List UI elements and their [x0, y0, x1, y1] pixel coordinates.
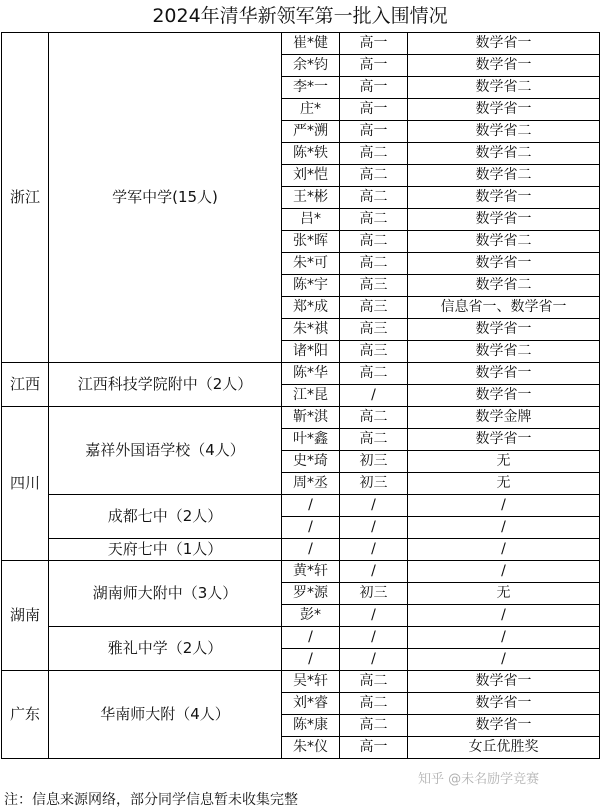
student-grade-cell: 高三 — [340, 275, 408, 297]
student-award-cell: 无 — [408, 451, 600, 473]
table-row — [2, 407, 600, 429]
student-award-cell: 数学省一 — [408, 385, 600, 407]
student-grade-cell: 高二 — [340, 693, 408, 715]
student-grade-cell: 高二 — [340, 187, 408, 209]
student-grade-cell: 高三 — [340, 297, 408, 319]
student-award-cell: 数学省一 — [408, 253, 600, 275]
province-cell: 浙江 — [2, 33, 49, 363]
page-title: 2024年清华新领军第一批入围情况 — [152, 5, 448, 27]
school-cell: 江西科技学院附中（2人） — [49, 363, 282, 407]
school-cell: 天府七中（1人） — [49, 539, 282, 561]
student-award-cell: / — [408, 649, 600, 671]
school-cell: 成都七中（2人） — [49, 495, 282, 539]
student-award-cell: 数学省一 — [408, 319, 600, 341]
student-award-cell: 数学省二 — [408, 231, 600, 253]
student-award-cell: 数学省一 — [408, 33, 600, 55]
student-award-cell: / — [408, 495, 600, 517]
school-cell: 嘉祥外国语学校（4人） — [49, 407, 282, 495]
student-grade-cell: / — [340, 605, 408, 627]
footnote: 注：信息来源网络，部分同学信息暂未收集完整 — [4, 792, 298, 808]
watermark: 知乎 @未名励学竞赛 — [418, 772, 540, 787]
student-award-cell: / — [408, 605, 600, 627]
student-grade-cell: 高三 — [340, 319, 408, 341]
student-grade-cell: 初三 — [340, 473, 408, 495]
student-name-cell: 余*钧 — [282, 55, 340, 77]
table-row — [2, 33, 600, 55]
admission-table — [1, 32, 600, 759]
student-name-cell: 靳*淇 — [282, 407, 340, 429]
student-award-cell: 无 — [408, 473, 600, 495]
student-name-cell: / — [282, 627, 340, 649]
student-grade-cell: 高二 — [340, 231, 408, 253]
student-grade-cell: 高一 — [340, 55, 408, 77]
student-award-cell: 数学省二 — [408, 341, 600, 363]
student-grade-cell: 高二 — [340, 253, 408, 275]
student-award-cell: 数学省一 — [408, 99, 600, 121]
table-row — [2, 671, 600, 693]
province-cell: 广东 — [2, 671, 49, 759]
school-cell: 雅礼中学（2人） — [49, 627, 282, 671]
student-award-cell: 数学省一 — [408, 671, 600, 693]
student-name-cell: 朱*仪 — [282, 737, 340, 759]
table-row — [2, 561, 600, 583]
student-grade-cell: 高二 — [340, 209, 408, 231]
student-grade-cell: 高一 — [340, 33, 408, 55]
student-award-cell: 数学省一 — [408, 55, 600, 77]
student-name-cell: 黄*轩 — [282, 561, 340, 583]
student-name-cell: / — [282, 649, 340, 671]
student-grade-cell: 初三 — [340, 451, 408, 473]
student-name-cell: 诸*阳 — [282, 341, 340, 363]
student-grade-cell: / — [340, 561, 408, 583]
student-award-cell: 数学省一 — [408, 693, 600, 715]
student-award-cell: 数学省二 — [408, 143, 600, 165]
student-grade-cell: 高二 — [340, 715, 408, 737]
student-award-cell: 信息省一、数学省一 — [408, 297, 600, 319]
province-cell: 江西 — [2, 363, 49, 407]
student-name-cell: 陈*康 — [282, 715, 340, 737]
student-award-cell: 无 — [408, 583, 600, 605]
student-award-cell: 数学省一 — [408, 209, 600, 231]
student-grade-cell: / — [340, 649, 408, 671]
student-award-cell: 数学省一 — [408, 429, 600, 451]
student-name-cell: / — [282, 517, 340, 539]
table-row — [2, 627, 600, 649]
student-name-cell: 郑*成 — [282, 297, 340, 319]
student-name-cell: 吴*轩 — [282, 671, 340, 693]
student-name-cell: 刘*睿 — [282, 693, 340, 715]
school-cell: 华南师大附（4人） — [49, 671, 282, 759]
student-award-cell: 数学省一 — [408, 363, 600, 385]
student-name-cell: 朱*祺 — [282, 319, 340, 341]
student-award-cell: 数学省二 — [408, 275, 600, 297]
student-grade-cell: 高一 — [340, 737, 408, 759]
table-body — [2, 33, 600, 759]
student-award-cell: 数学省二 — [408, 165, 600, 187]
student-award-cell: 数学省一 — [408, 715, 600, 737]
student-name-cell: 彭* — [282, 605, 340, 627]
student-name-cell: 史*琦 — [282, 451, 340, 473]
student-award-cell: 数学省二 — [408, 121, 600, 143]
student-grade-cell: 高二 — [340, 407, 408, 429]
student-name-cell: 严*溯 — [282, 121, 340, 143]
student-award-cell: / — [408, 627, 600, 649]
student-name-cell: 王*彬 — [282, 187, 340, 209]
student-grade-cell: / — [340, 517, 408, 539]
student-grade-cell: 高二 — [340, 671, 408, 693]
student-grade-cell: 高二 — [340, 363, 408, 385]
school-cell: 湖南师大附中（3人） — [49, 561, 282, 627]
province-cell: 四川 — [2, 407, 49, 561]
student-award-cell: 数学省一 — [408, 187, 600, 209]
student-name-cell: 罗*源 — [282, 583, 340, 605]
student-name-cell: 李*一 — [282, 77, 340, 99]
student-grade-cell: / — [340, 539, 408, 561]
table-row — [2, 495, 600, 517]
student-name-cell: 崔*健 — [282, 33, 340, 55]
student-grade-cell: / — [340, 495, 408, 517]
student-name-cell: / — [282, 539, 340, 561]
student-name-cell: 朱*可 — [282, 253, 340, 275]
province-cell: 湖南 — [2, 561, 49, 671]
student-grade-cell: 高三 — [340, 341, 408, 363]
student-award-cell: 数学省二 — [408, 77, 600, 99]
student-grade-cell: 高二 — [340, 429, 408, 451]
student-grade-cell: 初三 — [340, 583, 408, 605]
student-name-cell: 周*丞 — [282, 473, 340, 495]
student-grade-cell: 高二 — [340, 165, 408, 187]
student-grade-cell: 高一 — [340, 77, 408, 99]
table-row — [2, 539, 600, 561]
student-name-cell: 刘*恺 — [282, 165, 340, 187]
table-row — [2, 363, 600, 385]
student-award-cell: 数学金牌 — [408, 407, 600, 429]
student-name-cell: 陈*宇 — [282, 275, 340, 297]
student-name-cell: 庄* — [282, 99, 340, 121]
student-award-cell: / — [408, 561, 600, 583]
student-name-cell: 陈*轶 — [282, 143, 340, 165]
student-name-cell: 吕* — [282, 209, 340, 231]
student-name-cell: 张*晖 — [282, 231, 340, 253]
student-grade-cell: / — [340, 385, 408, 407]
student-name-cell: 陈*华 — [282, 363, 340, 385]
student-name-cell: / — [282, 495, 340, 517]
school-cell: 学军中学(15人) — [49, 33, 282, 363]
student-award-cell: 女丘优胜奖 — [408, 737, 600, 759]
student-name-cell: 江*昆 — [282, 385, 340, 407]
student-name-cell: 叶*鑫 — [282, 429, 340, 451]
student-grade-cell: / — [340, 627, 408, 649]
student-award-cell: / — [408, 539, 600, 561]
student-grade-cell: 高一 — [340, 99, 408, 121]
student-grade-cell: 高一 — [340, 121, 408, 143]
student-award-cell: / — [408, 517, 600, 539]
student-grade-cell: 高二 — [340, 143, 408, 165]
